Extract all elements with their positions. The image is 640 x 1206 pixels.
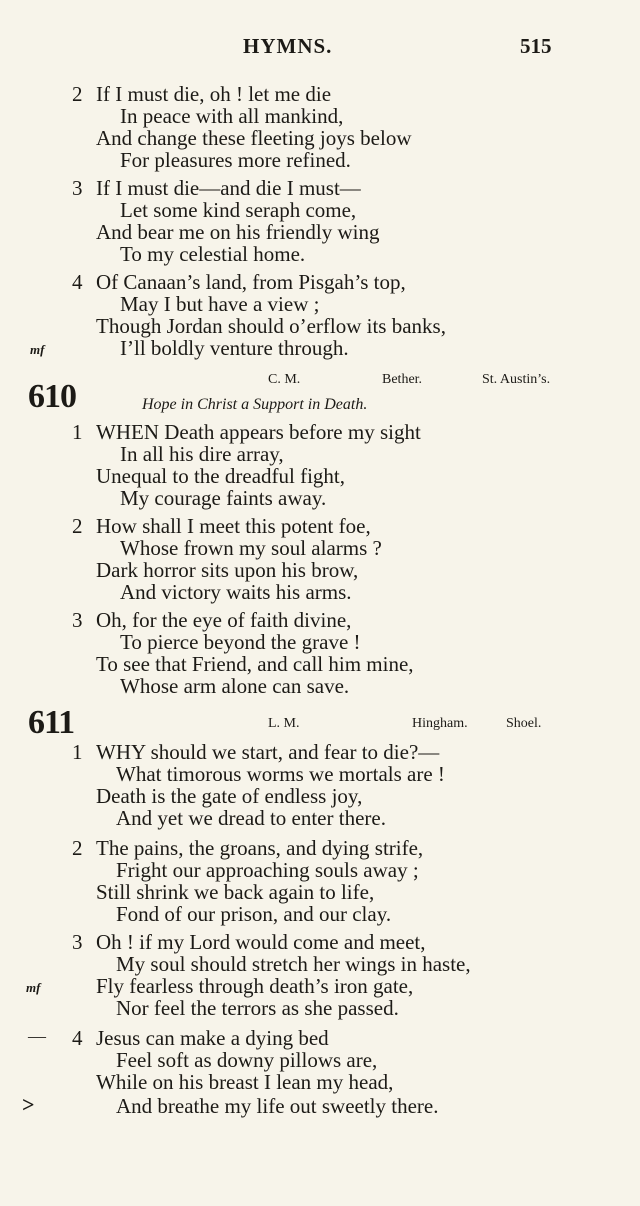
hymn-subtitle: Hope in Christ a Support in Death. (142, 396, 368, 413)
verse-line: Whose arm alone can save. (120, 674, 350, 698)
verse-number: 2 (72, 836, 83, 860)
verse-line: Feel soft as downy pillows are, (116, 1048, 378, 1072)
verse-line: If I must die, oh ! let me die (96, 82, 332, 106)
verse-line: WHY should we start, and fear to die?— (96, 740, 440, 764)
verse-line: Death is the gate of endless joy, (96, 784, 363, 808)
verse-number: 3 (72, 608, 83, 632)
verse-line: Let some kind seraph come, (120, 198, 357, 222)
verse-line: And change these fleeting joys below (96, 126, 412, 150)
verse-line: Jesus can make a dying bed (96, 1026, 329, 1050)
verse-line: May I but have a view ; (120, 292, 320, 316)
verse-line: How shall I meet this potent foe, (96, 514, 371, 538)
verse-number: 4 (72, 270, 83, 294)
tune-name: St. Austin’s. (482, 372, 551, 387)
hymn-number: 610 (28, 378, 76, 415)
verse-line: What timorous worms we mortals are ! (116, 762, 445, 786)
verse-line: I’ll boldly venture through. (120, 336, 349, 360)
verse-line: If I must die—and die I must— (96, 176, 361, 200)
accent-mark: > (22, 1092, 35, 1117)
verse-line: Unequal to the dreadful fight, (96, 464, 346, 488)
verse-line: Oh ! if my Lord would come and meet, (96, 930, 426, 954)
hymn-number: 611 (28, 704, 75, 741)
verse-line: WHEN Death appears before my sight (96, 420, 421, 444)
verse-line: For pleasures more refined. (120, 148, 351, 172)
tune-name: Shoel. (506, 716, 542, 731)
running-head (0, 34, 640, 64)
verse-line: My courage faints away. (120, 486, 327, 510)
verse-line: In all his dire array, (120, 442, 284, 466)
verse-line: Though Jordan should o’erflow its banks, (96, 314, 446, 338)
tune-name: Hingham. (412, 716, 468, 731)
dynamic-mark-mf: mf (26, 980, 41, 995)
verse-line: Oh, for the eye of faith divine, (96, 608, 352, 632)
running-title: HYMNS. (243, 34, 333, 58)
verse-line: And breathe my life out sweetly there. (116, 1094, 439, 1118)
verse-line: To pierce beyond the grave ! (120, 630, 361, 654)
verse-line: Still shrink we back again to life, (96, 880, 375, 904)
verse-line: Nor feel the terrors as she passed. (116, 996, 399, 1020)
verse-number: 1 (72, 740, 83, 764)
verse-line: Fly fearless through death’s iron gate, (96, 974, 414, 998)
verse-line: And yet we dread to enter there. (116, 806, 386, 830)
verse-line: And victory waits his arms. (120, 580, 352, 604)
verse-line: To my celestial home. (120, 242, 306, 266)
verse-number: 1 (72, 420, 83, 444)
verse-line: While on his breast I lean my head, (96, 1070, 394, 1094)
verse-line: Fright our approaching souls away ; (116, 858, 419, 882)
verse-number: 4 (72, 1026, 83, 1050)
hymn-meter: L. M. (268, 716, 300, 731)
verse-line: The pains, the groans, and dying strife, (96, 836, 424, 860)
verse-number: 3 (72, 930, 83, 954)
verse-number: 3 (72, 176, 83, 200)
dynamic-mark-mf: mf (30, 342, 45, 357)
verse-line: In peace with all mankind, (120, 104, 344, 128)
verse-line: To see that Friend, and call him mine, (96, 652, 414, 676)
page-number: 515 (520, 34, 552, 58)
verse-number: 2 (72, 514, 83, 538)
verse-line: My soul should stretch her wings in haste, (116, 952, 471, 976)
verse-line: Fond of our prison, and our clay. (116, 902, 392, 926)
hymn-meter: C. M. (268, 372, 301, 387)
verse-line: And bear me on his friendly wing (96, 220, 380, 244)
verse-line: Dark horror sits upon his brow, (96, 558, 359, 582)
dynamic-mark-dash: — (28, 1026, 46, 1046)
tune-name: Bether. (382, 372, 423, 387)
verse-number: 2 (72, 82, 83, 106)
verse-line: Whose frown my soul alarms ? (120, 536, 382, 560)
verse-line: Of Canaan’s land, from Pisgah’s top, (96, 270, 406, 294)
